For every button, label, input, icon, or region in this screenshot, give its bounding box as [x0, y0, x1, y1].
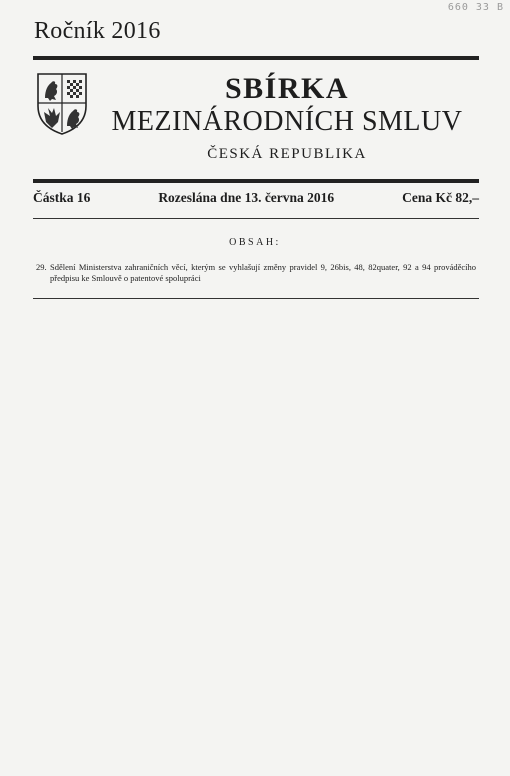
contents-item [36, 262, 476, 284]
title-line-2: MEZINÁRODNÍCH SMLUV [111, 106, 463, 137]
czech-state-coat-of-arms-icon [36, 72, 88, 136]
issue-price: Cena Kč 82,– [402, 190, 479, 205]
issue-info-bar [33, 190, 479, 206]
volume-year: Ročník 2016 [34, 18, 161, 44]
title-line-1: SBÍRKA [224, 72, 350, 105]
distribution-date: Rozeslána dne 13. června 2016 [158, 190, 335, 205]
contents-divider [33, 298, 479, 299]
contents-item-text: Sdělení Ministerstva zahraničních věcí, kterým se vyhlašují změny pravidel 9, 26bis, 48, 82quater, 92 a 94 prováděcího předpisu ke Smlouvě o patentové spolupráci [50, 262, 476, 283]
country-name: ČESKÁ REPUBLIKA [207, 146, 367, 162]
issue-part: Částka 16 [33, 190, 91, 205]
contents-heading: OBSAH: [229, 237, 281, 248]
contents-item-number: 29. [36, 262, 47, 272]
top-divider [33, 56, 479, 60]
info-divider [33, 218, 479, 219]
header-divider [33, 179, 479, 183]
archive-stamp: 660 33 B [447, 2, 504, 13]
